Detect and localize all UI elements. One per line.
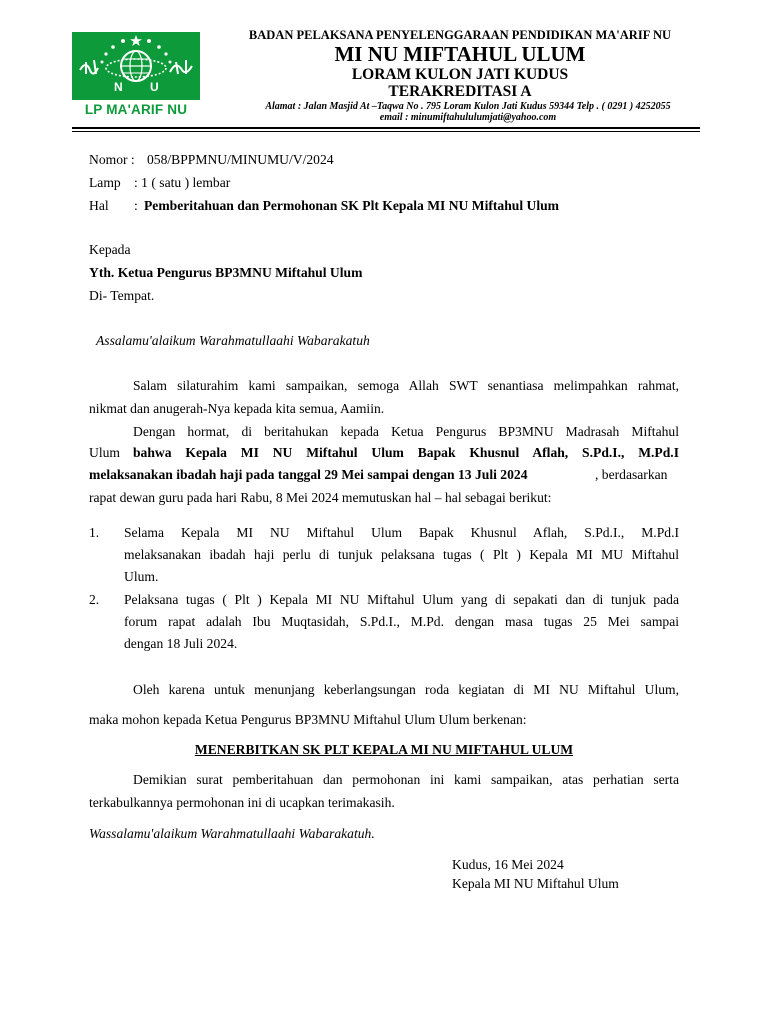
list-item-2-number: 2.	[89, 592, 100, 607]
p2-line2-b: bahwa Kepala MI NU Miftahul Ulum Bapak Khusnul Aflah, S.Pd.I., M.Pd.I	[133, 445, 679, 460]
p3-line1: Oleh karena untuk menunjang keberlangsungan roda kegiatan di MI NU Miftahul Ulum,	[133, 682, 679, 697]
opening-greeting: Assalamu'alaikum Warahmatullaahi Wabarakatuh	[96, 333, 370, 348]
hal-separator: :	[134, 198, 138, 213]
nomor-label: Nomor :	[89, 152, 135, 167]
lamp-value: : 1 ( satu ) lembar	[134, 175, 231, 190]
school-location: LORAM KULON JATI KUDUS	[351, 66, 569, 83]
logo-caption: LP MA'ARIF NU	[84, 102, 188, 117]
list-item-1-line2: melaksanakan ibadah haji perlu di tunjuk pelaksana tugas ( Plt ) Kepala MI MU Miftahul	[124, 547, 679, 562]
hal-label: Hal	[89, 198, 109, 213]
list-item-2-line2: forum rapat adalah Ibu Muqtasidah, S.Pd.I., M.Pd. dengan masa tugas 25 Mei sampai	[124, 614, 679, 629]
signature-place-date: Kudus, 16 Mei 2024	[452, 857, 564, 872]
email: email : minumiftahululumjati@yahoo.com	[379, 112, 557, 123]
p1-line2: nikmat dan anugerah-Nya kepada kita semua, Aamiin.	[89, 401, 385, 416]
p2-line4: rapat dewan guru pada hari Rabu, 8 Mei 2024 memutuskan hal – hal sebagai berikut:	[89, 490, 552, 505]
signature-title: Kepala MI NU Miftahul Ulum	[452, 876, 619, 891]
school-name: MI NU MIFTAHUL ULUM	[334, 42, 586, 66]
p2-line2-a: Ulum	[89, 445, 120, 460]
org-line: BADAN PELAKSANA PENYELENGGARAAN PENDIDIKAN MA'ARIF NU	[248, 28, 672, 42]
p2-line3-a: melaksanakan ibadah haji pada tanggal 29 Mei sampai dengan 13 Juli 2024	[89, 467, 528, 482]
lamp-label: Lamp	[89, 175, 121, 190]
nomor-value: 058/BPPMNU/MINUMU/V/2024	[147, 152, 334, 167]
list-item-1-number: 1.	[89, 525, 100, 540]
logo-emblem	[72, 32, 200, 100]
recipient-place: Di- Tempat.	[89, 288, 155, 303]
list-item-2-line3: dengan 18 Juli 2024.	[124, 636, 238, 651]
p4-line2: terkabulkannya permohonan ini di ucapkan terimakasih.	[89, 795, 395, 810]
header-rule-thick	[72, 127, 700, 129]
logo-letter-u: U	[150, 80, 159, 94]
accreditation: TERAKREDITASI A	[388, 83, 532, 100]
p2-line1: Dengan hormat, di beritahukan kepada Ketua Pengurus BP3MNU Madrasah Miftahul	[133, 424, 679, 439]
list-item-1-line1: Selama Kepala MI NU Miftahul Ulum Bapak Khusnul Aflah, S.Pd.I., M.Pd.I	[124, 525, 679, 540]
logo-letter-n: N	[114, 80, 123, 94]
list-item-1-line3: Ulum.	[124, 569, 159, 584]
p2-line3-b: , berdasarkan	[595, 467, 668, 482]
hal-value: Pemberitahuan dan Permohonan SK Plt Kepala MI NU Miftahul Ulum	[144, 198, 560, 213]
nu-globe-icon	[72, 32, 200, 100]
lp-maarif-nu-logo	[72, 32, 200, 120]
recipient-name: Yth. Ketua Pengurus BP3MNU Miftahul Ulum	[89, 265, 363, 280]
header-rule-thin	[72, 131, 700, 132]
p3-line2: maka mohon kepada Ketua Pengurus BP3MNU Miftahul Ulum Ulum berkenan:	[89, 712, 527, 727]
address: Alamat : Jalan Masjid At –Taqwa No . 795 Loram Kulon Jati Kudus 59344 Telp . ( 0291 ) 4252055	[265, 101, 671, 112]
p4-line1: Demikian surat pemberitahuan dan permohonan ini kami sampaikan, atas perhatian serta	[133, 772, 679, 787]
recipient-to: Kepada	[89, 242, 131, 257]
closing-salam: Wassalamu'alaikum Warahmatullaahi Wabarakatuh.	[89, 826, 375, 841]
request-heading: MENERBITKAN SK PLT KEPALA MI NU MIFTAHUL ULUM	[194, 742, 574, 757]
list-item-2-line1: Pelaksana tugas ( Plt ) Kepala MI NU Miftahul Ulum yang di sepakati dan di tunjuk pada	[124, 592, 679, 607]
p1-line1: Salam silaturahim kami sampaikan, semoga Allah SWT senantiasa melimpahkan rahmat,	[133, 378, 679, 393]
